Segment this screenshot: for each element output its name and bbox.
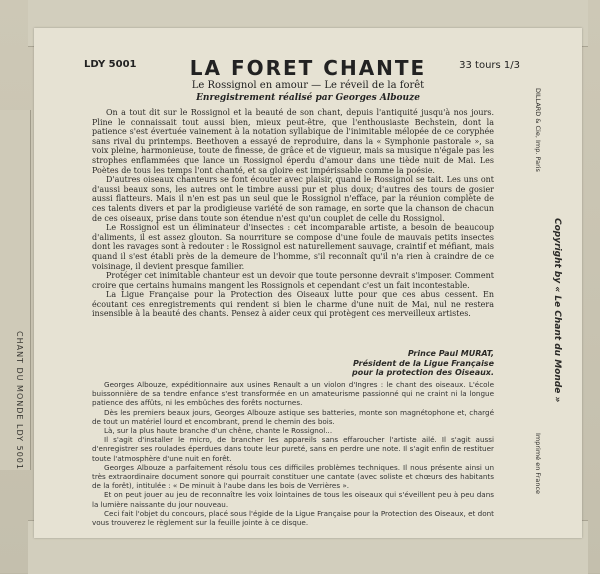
- signature-block: [92, 349, 494, 378]
- signature-name: Prince Paul MURAT,: [407, 349, 494, 358]
- printed-in-france: Imprimé en France: [534, 433, 542, 495]
- spine-flap: [0, 110, 31, 470]
- paragraph: Ceci fait l'objet du concours, placé sous l'égide de la Ligue Française pour la Protection des Oiseaux, et dont vous trouverez le règlement sur la feuille jointe à ce disque.: [92, 508, 494, 528]
- paragraph: Protéger cet inimitable chanteur est un devoir que toute personne devrait s'imposer. Comment croire que certains humains mangent les Rossignols et cependant c'est un fait incontestable.: [92, 271, 494, 290]
- paragraph: Le Rossignol est un éliminateur d'insectes : cet incomparable artiste, a besoin de beaucoup d'aliments, il est assez glouton. Sa nourriture se compose d'une foule de mauvais petits insectes dont les ravages sont à redouter : le Rossignol est naturellement sauvage, craintif et méfiant, mais quand il s'est établi près de la demeure de l'homme, s'il reconnaît qu'il n'a rien à craindre de ce voisinage, il devient presque familier.: [92, 223, 494, 271]
- liner-notes-part1: [92, 108, 494, 319]
- liner-notes-part2: [92, 380, 494, 527]
- paragraph: D'autres oiseaux chanteurs se font écouter avec plaisir, quand le Rossignol se tait. Les uns ont d'aussi beaux sons, les autres ont le timbre aussi pur et plus doux; d'autres des tours de gosier aussi flatteurs. Mais il n'en est pas un seul que le Rossignol n'efface, par la réunion complète de ces talents divers et par la prodigieuse variété de son ramage, en sorte que la chanson de chacun de ces oiseaux, prise dans toute son étendue n'est qu'un couplet de celle du Rossignol.: [92, 175, 494, 223]
- recording-credit: Enregistrement réalisé par Georges Albouze: [196, 93, 420, 103]
- paragraph: Dès les premiers beaux jours, Georges Albouze astique ses batteries, monte son magnétophone et, chargé de tout un matériel lourd et encombrant, prend le chemin des bois.: [92, 407, 494, 426]
- signature-role-line2: pour la protection des Oiseaux.: [352, 368, 494, 378]
- album-title: LA FORET CHANTE: [189, 56, 427, 80]
- paragraph: La Ligue Française pour la Protection des Oiseaux lutte pour que ces abus cessent. En écoutant ces enregistrements qui rendent si bien le charme d'une nuit de Mai, nul ne restera insensible à la beauté des chants. Pensez à aider ceux qui protègent ces merveilleux artistes.: [92, 290, 494, 319]
- paragraph: Georges Albouze, expéditionnaire aux usines Renault a un violon d'Ingres : le chant des oiseaux. L'école buissonnière de sa tendre enfance s'est transformée en un amateurisme passionné qui ne craint ni la longue patience des affûts, ni les embûches des forêts nocturnes.: [92, 380, 494, 408]
- paragraph: Là, sur la plus haute branche d'un chêne, chante le Rossignol...: [104, 426, 333, 436]
- record-speed: 33 tours 1/3: [459, 60, 520, 71]
- paragraph: Il s'agit d'installer le micro, de brancher les appareils sans effaroucher l'artiste ailé. Il s'agit aussi d'enregistrer ses roulades éperdues dans toute leur pureté, sans en perdre une note. Il s'agit enfin de restituer toute l'atmosphère d'une nuit en forêt.: [92, 435, 494, 463]
- spine-text: CHANT DU MONDE LDY 5001: [15, 330, 24, 470]
- printer-credit: DILLARD & Cie, Imp. Paris: [534, 88, 542, 172]
- album-subtitle: Le Rossignol en amour — Le réveil de la forêt: [191, 80, 425, 91]
- signature-role-line1: Président de la Ligue Française: [353, 358, 494, 368]
- copyright-notice: Copyright by « Le Chant du Monde »: [552, 218, 562, 403]
- liner-notes-page: [34, 28, 582, 538]
- catalog-number: LDY 5001: [84, 59, 137, 70]
- paragraph: On a tout dit sur le Rossignol et la beauté de son chant, depuis l'antiquité jusqu'à nos jours. Pline le connaissait tout aussi bien, mieux peut-être, que l'enthousiaste Bechstein, dont la patience s'est évertuée vainement à la notation syllabique de l'inimitable mélopée de ce coryphée sans rival du printemps. Beethoven a essayé de reproduire, dans la « Symphonie pastorale », sa voix pleine, harmonieuse, toute de finesse, de grâce et de vigueur, mais sa musique n'égale pas les strophes enflammées que lance un Rossignol éperdu d'amour dans une tiède nuit de Mai. Les Poètes de tous les temps l'ont chanté, et sa gloire est impérissable comme la poésie.: [92, 108, 494, 175]
- paragraph: Et on peut jouer au jeu de reconnaître les voix lointaines de tous les oiseaux qui s'éveillent peu à peu dans la lumière naissante du jour nouveau.: [92, 490, 494, 509]
- paragraph: Georges Albouze a parfaitement résolu tous ces difficiles problèmes techniques. Il nous présente ainsi un très extraordinaire document sonore qui pourrait constituer une cantate (avec soliste et chœurs des habitants de la forêt), intitulée : « De minuit à l'aube dans les bois de Verrières ».: [92, 462, 494, 491]
